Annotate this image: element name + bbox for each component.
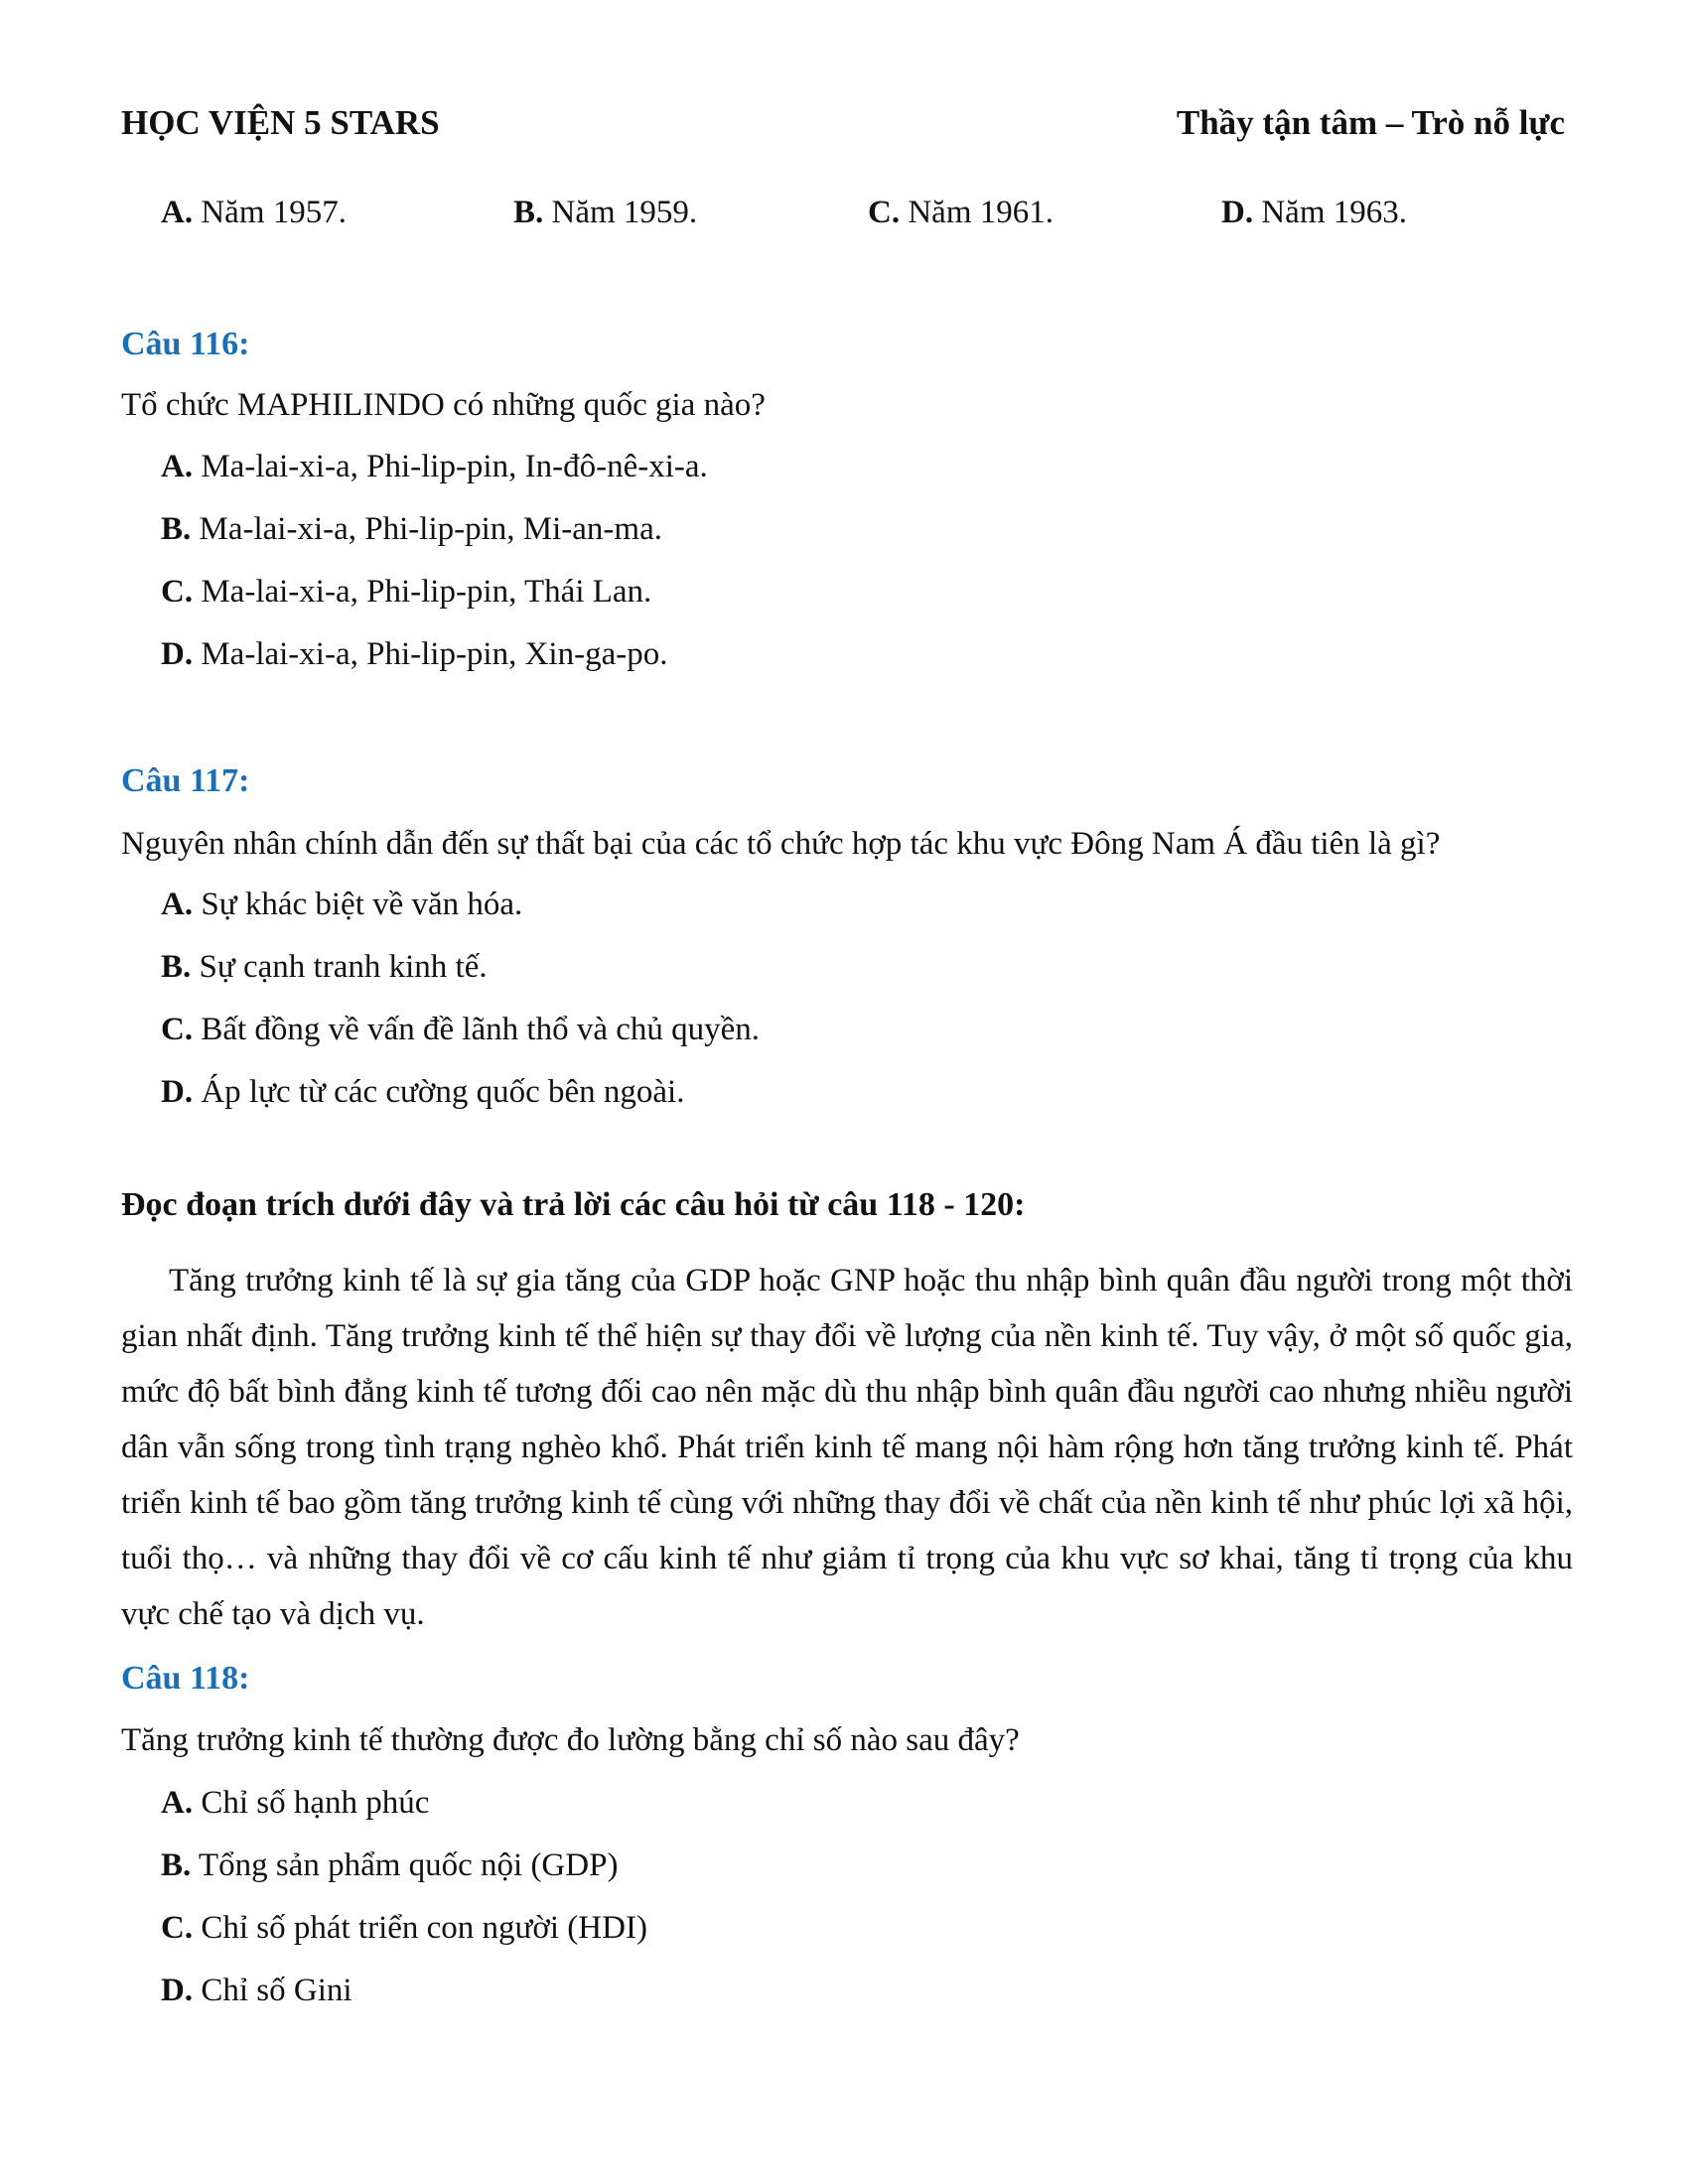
option-text: Năm 1957. — [193, 195, 347, 230]
option-letter: B. — [513, 195, 544, 230]
option-text: Chỉ số hạnh phúc — [193, 1785, 430, 1821]
question-118-option-c — [161, 1910, 647, 1947]
question-117-option-b — [161, 949, 488, 986]
page-header — [121, 103, 1565, 143]
passage-text: Tăng trưởng kinh tế là sự gia tăng của GDP hoặc GNP hoặc thu nhập bình quân đầu người trong một thời gian nhất định. Tăng trưởng kinh tế thể hiện sự thay đổi về lượng của nền kinh tế. Tuy vậy, ở một số quốc gia, mức độ bất bình đẳng kinh tế tương đối cao nên mặc dù thu nhập bình quân đầu người cao nhưng nhiều người dân vẫn sống trong tình trạng nghèo khổ. Phát triển kinh tế mang nội hàm rộng hơn tăng trưởng kinh tế. Phát triển kinh tế bao gồm tăng trưởng kinh tế cùng với những thay đổi về chất của nền kinh tế như phúc lợi xã hội, tuổi thọ… và những thay đổi về cơ cấu kinh tế như giảm tỉ trọng của khu vực sơ khai, tăng tỉ trọng của khu vực chế tạo và dịch vụ. — [121, 1263, 1573, 1632]
option-text: Bất đồng về vấn đề lãnh thổ và chủ quyền. — [193, 1012, 761, 1047]
question-118-option-d — [161, 1973, 352, 2009]
option-text: Ma-lai-xi-a, Phi-lip-pin, In-đô-nê-xi-a. — [193, 449, 708, 484]
option-text: Năm 1959. — [543, 195, 698, 230]
question-118-title: Câu 118: — [121, 1660, 250, 1697]
question-116-title: Câu 116: — [121, 326, 250, 362]
question-117-option-a — [161, 887, 522, 923]
option-text: Chỉ số Gini — [193, 1973, 352, 2008]
option-b — [513, 195, 697, 231]
option-letter: C. — [161, 574, 194, 610]
option-text: Ma-lai-xi-a, Phi-lip-pin, Mi-an-ma. — [191, 511, 662, 547]
question-116-text: Tổ chức MAPHILINDO có những quốc gia nào? — [121, 387, 766, 423]
question-117-title: Câu 117: — [121, 762, 250, 799]
header-left-title: HỌC VIỆN 5 STARS — [121, 103, 440, 142]
question-117-option-d — [161, 1074, 684, 1111]
option-text: Tổng sản phẩm quốc nội (GDP) — [191, 1847, 619, 1883]
question-116-option-c — [161, 574, 651, 611]
option-letter: B. — [161, 511, 192, 547]
option-letter: D. — [161, 1973, 194, 2008]
passage-heading: Đọc đoạn trích dưới đây và trả lời các câu hỏi từ câu 118 - 120: — [121, 1186, 1026, 1223]
option-letter: A. — [161, 887, 194, 922]
option-letter: D. — [1221, 195, 1254, 230]
option-letter: A. — [161, 449, 194, 484]
option-letter: B. — [161, 1847, 192, 1883]
option-d — [1221, 195, 1407, 231]
option-letter: C. — [161, 1910, 194, 1946]
option-c — [868, 195, 1054, 231]
option-text: Năm 1963. — [1253, 195, 1407, 230]
option-letter: C. — [161, 1012, 194, 1047]
question-116-option-d — [161, 636, 667, 673]
question-116-option-a — [161, 449, 708, 485]
question-117-text: Nguyên nhân chính dẫn đến sự thất bại của các tổ chức hợp tác khu vực Đông Nam Á đầu tiên là gì? — [121, 826, 1441, 862]
question-118-text: Tăng trưởng kinh tế thường được đo lường bằng chỉ số nào sau đây? — [121, 1722, 1020, 1758]
header-right-slogan: Thầy tận tâm – Trò nỗ lực — [1176, 103, 1565, 142]
question-116-option-b — [161, 511, 662, 548]
option-letter: B. — [161, 949, 192, 985]
question-117-option-c — [161, 1012, 760, 1048]
option-a — [161, 195, 347, 231]
option-text: Sự khác biệt về văn hóa. — [193, 887, 523, 922]
option-letter: A. — [161, 195, 194, 230]
option-letter: D. — [161, 1074, 194, 1110]
option-text: Chỉ số phát triển con người (HDI) — [193, 1910, 647, 1946]
question-118-option-a — [161, 1785, 429, 1822]
option-text: Năm 1961. — [900, 195, 1054, 230]
option-text: Ma-lai-xi-a, Phi-lip-pin, Thái Lan. — [193, 574, 652, 610]
previous-question-options — [161, 195, 1571, 244]
option-letter: D. — [161, 636, 194, 672]
question-118-option-b — [161, 1847, 618, 1884]
option-text: Áp lực từ các cường quốc bên ngoài. — [193, 1074, 685, 1110]
option-letter: A. — [161, 1785, 194, 1821]
option-text: Sự cạnh tranh kinh tế. — [191, 949, 488, 985]
option-letter: C. — [868, 195, 901, 230]
option-text: Ma-lai-xi-a, Phi-lip-pin, Xin-ga-po. — [193, 636, 668, 672]
